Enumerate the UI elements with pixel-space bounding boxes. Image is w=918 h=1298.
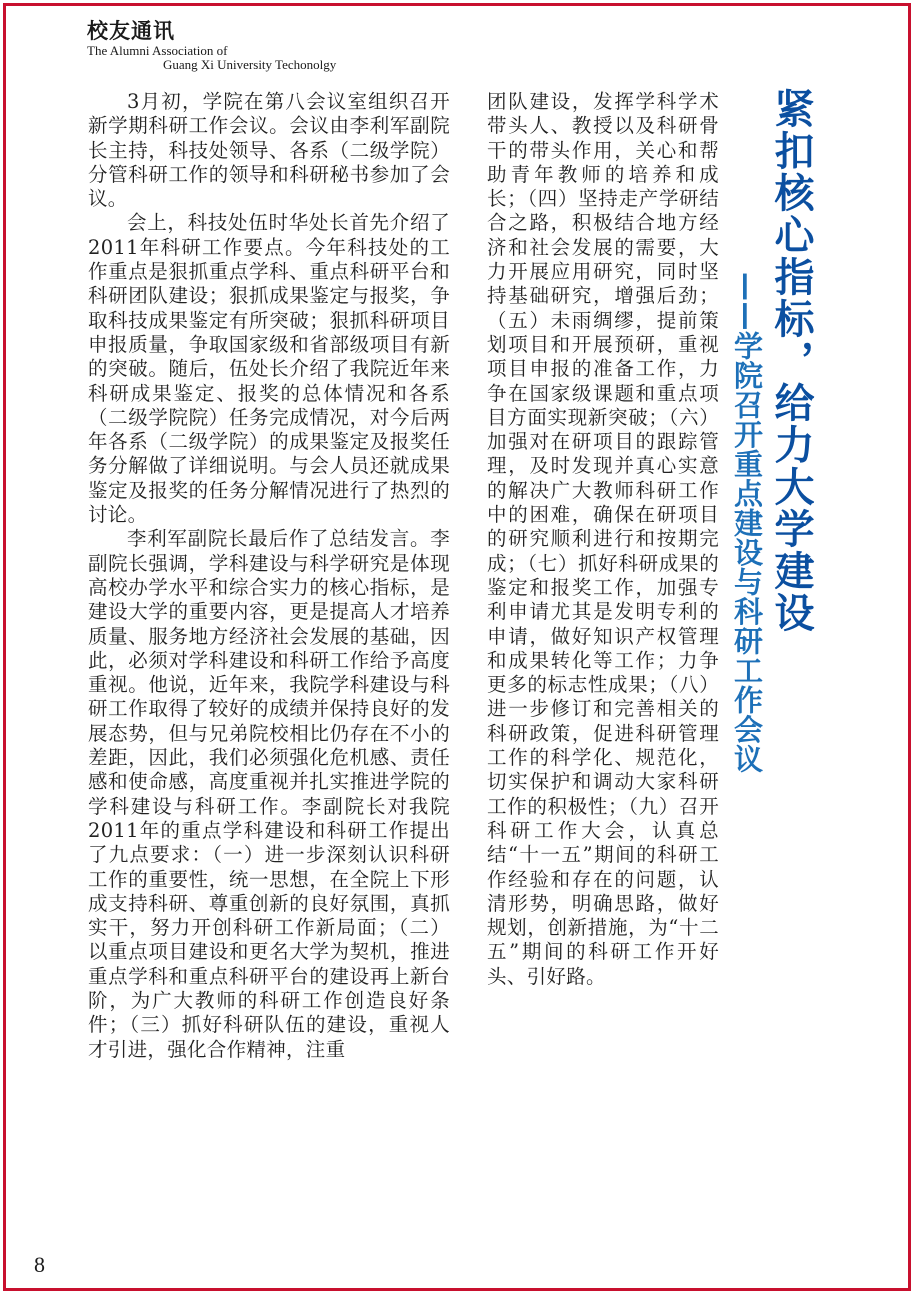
paragraph-3: 李利军副院长最后作了总结发言。李副院长强调，学科建设与科学研究是体现高校办学水平和综合实力的核心指标，是建设大学的重要内容，更是提高人才培养质量、服务地方经济社会发展的基础，因此，必须对学科建设和科研工作给予高度重视。他说，近年来，我院学科建设与科研工作取得了较好的成绩并保持良好的发展态势，但与兄弟院校相比仍存在不小的差距，因此，我们必须强化危机感、责任感和使命感，高度重视并扎实推进学院的学科建设与科研工作。李副院长对我院2011年的重点学科建设和科研工作提出了九点要求：（一）进一步深刻认识科研工作的重要性，统一思想，在全院上下形成支持科研、尊重创新的良好氛围，真抓实干，努力开创科研工作新局面；（二）以重点项目建设和更名大学为契机，推进重点学科和重点科研平台的建设再上新台阶，为广大教师的科研工作创造良好条件；（三）抓好科研队伍的建设，重视人才引进，强化合作精神，注重 — [88, 527, 450, 1061]
article-subheadline: ——学院召开重点建设与科研工作会议 — [730, 272, 764, 774]
article-headline: 紧扣核心指标，给力大学建设 — [768, 88, 814, 634]
page-number: 8 — [34, 1252, 45, 1277]
article-column-left — [88, 90, 450, 1062]
masthead-subtitle-line1: The Alumni Association of — [87, 43, 228, 58]
paragraph-2: 会上，科技处伍时华处长首先介绍了2011年科研工作要点。今年科技处的工作重点是狠抓重点学科、重点科研平台和科研团队建设；狠抓成果鉴定与报奖，争取科技成果鉴定有所突破；狠抓科研项目申报质量，争取国家级和省部级项目有新的突破。随后，伍处长介绍了我院近年来科研成果鉴定、报奖的总体情况和各系（二级学院院）任务完成情况，对今后两年各系（二级学院）的成果鉴定及报奖任务分解做了详细说明。与会人员还就成果鉴定及报奖的任务分解情况进行了热烈的讨论。 — [88, 211, 450, 527]
masthead — [87, 18, 336, 72]
paragraph-continued: 团队建设，发挥学科学术带头人、教授以及科研骨干的带头作用，关心和帮助青年教师的培养和成长；（四）坚持走产学研结合之路，积极结合地方经济和社会发展的需要，大力开展应用研究，同时坚持基础研究，增强后劲；（五）未雨绸缪，提前策划项目和开展预研，重视项目申报的准备工作，力争在国家级课题和重点项目方面实现新突破；（六）加强对在研项目的跟踪管理，及时发现并真心实意的解决广大教师科研工作中的困难，确保在研项目的研究顺利进行和按期完成；（七）抓好科研成果的鉴定和报奖工作，加强专利申请尤其是发明专利的申请，做好知识产权管理和成果转化等工作；力争更多的标志性成果；（八）进一步修订和完善相关的科研政策，促进科研管理工作的科学化、规范化，切实保护和调动大家科研工作的积极性；（九）召开科研工作大会，认真总结“十一五”期间的科研工作经验和存在的问题，认清形势，明确思路，做好规划，创新措施，为“十二五”期间的科研工作开好头、引好路。 — [487, 90, 719, 988]
article-column-right — [487, 90, 719, 989]
masthead-title: 校友通讯 — [87, 19, 175, 43]
paragraph-1: 3月初，学院在第八会议室组织召开新学期科研工作会议。会议由李利军副院长主持，科技处领导、各系（二级学院）分管科研工作的领导和科研秘书参加了会议。 — [88, 90, 450, 211]
masthead-subtitle-line2: Guang Xi University Techonolgy — [163, 57, 337, 72]
